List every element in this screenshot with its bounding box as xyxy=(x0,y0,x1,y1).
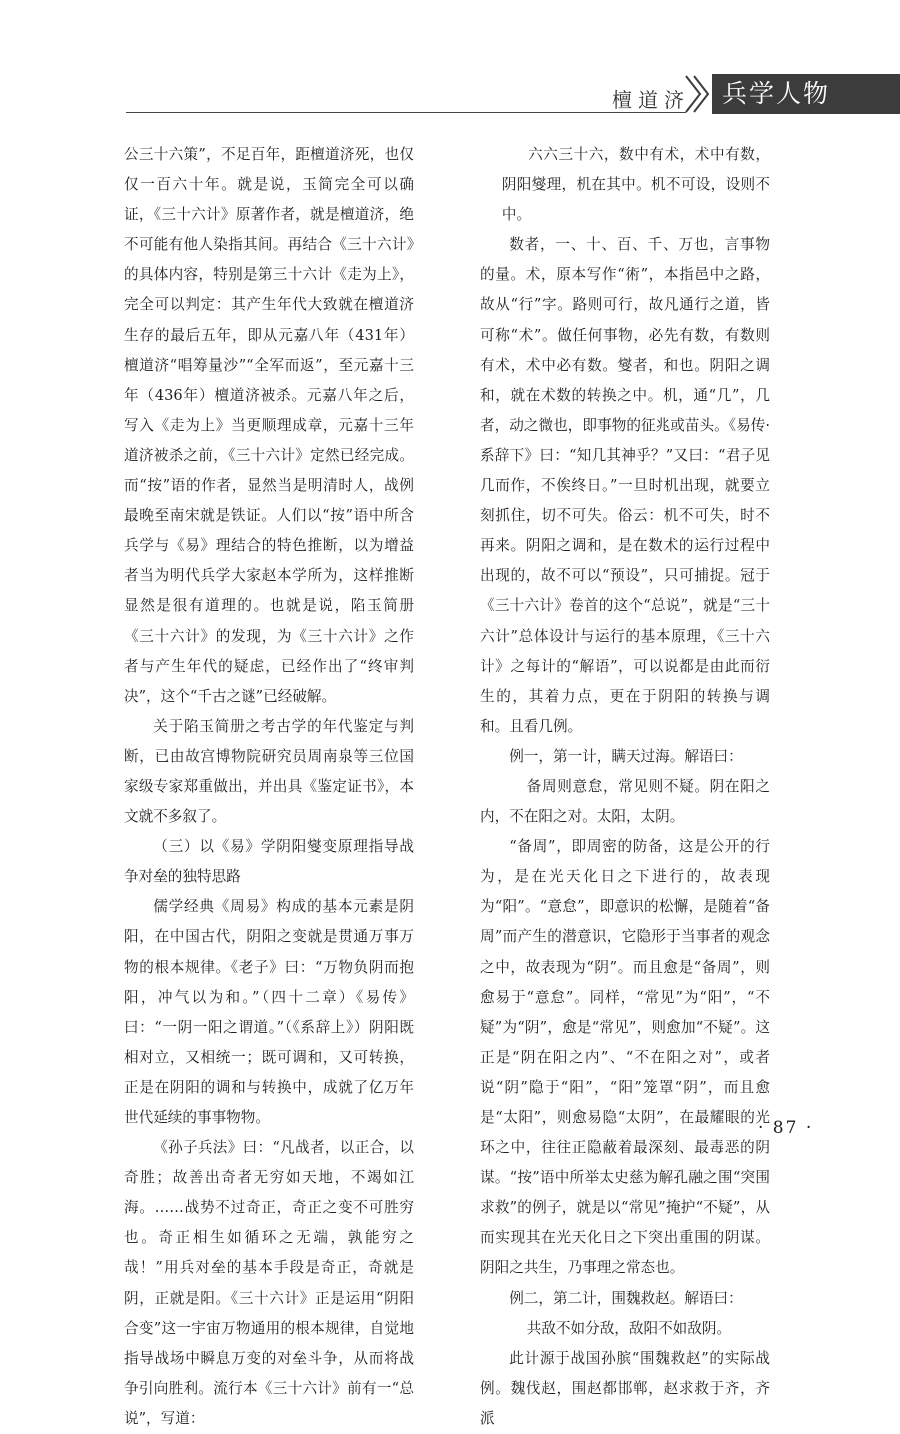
header-rule xyxy=(126,112,686,113)
header-section-title: 兵学人物 xyxy=(712,74,900,114)
block-quote: 备周则意怠，常见则不疑。阴在阳之内，不在阳之对。太阳，太阴。 xyxy=(480,777,770,826)
left-column xyxy=(124,140,414,1434)
paragraph: 此计源于战国孙膑“围魏救赵”的实际战例。魏伐赵，围赵都邯郸，赵求救于齐，齐派 xyxy=(480,1349,770,1427)
paragraph: 儒学经典《周易》构成的基本元素是阴阳，在中国古代，阴阳之变就是贯通万事万物的根本规律。《老子》曰：“万物负阴而抱阳，冲气以为和。”（四十二章）《易传》曰：“一阴一阳之谓道。”（《系辞上》）阴阳既相对立，又相统一；既可调和，又可转换，正是在阴阳的调和与转换中，成就了亿万年世代延续的事事物物。 xyxy=(124,898,414,1126)
page-number: · 87 · xyxy=(758,1118,814,1138)
paragraph: “备周”，即周密的防备，这是公开的行为，是在光天化日之下进行的，故表现为“阳”。“意怠”，即意识的松懈，是随着“备周”而产生的潜意识，它隐形于当事者的观念之中，故表现为“阴”。而且愈是“备周”，则愈易于“意怠”。同样，“常见”为“阳”，“不疑”为“阴”，愈是“常见”，则愈加“不疑”。这正是“阴在阳之内”、“不在阳之对”，或者说“阴”隐于“阳”，“阳”笼罩“阴”，而且愈是“太阳”，则愈易隐“太阴”，在最耀眼的光环之中，往往正隐蔽着最深刻、最毒恶的阴谋。“按”语中所举太史慈为解孔融之围“突围求救”的例子，就是以“常见”掩护“不疑”，从而实现其在光天化日之下突出重围的阴谋。阴阳之共生，乃事理之常态也。 xyxy=(480,838,770,1277)
paragraph: 关于陷玉简册之考古学的年代鉴定与判断，已由故宫博物院研究员周南泉等三位国家级专家郑重做出，并出具《鉴定证书》，本文就不多叙了。 xyxy=(124,717,414,826)
header-author: 檀道济 xyxy=(612,88,690,112)
running-header xyxy=(0,66,900,136)
right-column xyxy=(480,140,770,1434)
paragraph: 公三十六策”，不足百年，距檀道济死，也仅仅一百六十年。就是说，玉简完全可以确证，《三十六计》原著作者，就是檀道济，绝不可能有他人染指其间。再结合《三十六计》的具体内容，特别是第三十六计《走为上》，完全可以判定：其产生年代大致就在檀道济生存的最后五年，即从元嘉八年（431年）檀道济“唱筹量沙”“全军而返”，至元嘉十三年（436年）檀道济被杀。元嘉八年之后，写入《走为上》当更顺理成章，元嘉十三年道济被杀之前，《三十六计》定然已经完成。而“按”语的作者，显然当是明清时人，战例最晚至南宋就是铁证。人们以“按”语中所含兵学与《易》理结合的特色推断，以为增益者当为明代兵学大家赵本学所为，这样推断显然是很有道理的。也就是说，陷玉简册《三十六计》的发现，为《三十六计》之作者与产生年代的疑虑，已经作出了“终审判决”，这个“千古之谜”已经破解。 xyxy=(124,146,414,705)
chevron-right-icon xyxy=(682,72,712,116)
block-quote: 六六三十六，数中有术，术中有数，阴阳燮理，机在其中。机不可设，设则不中。 xyxy=(501,146,770,224)
paragraph: 数者，一、十、百、千、万也，言事物的量。术，原本写作“術”，本指邑中之路，故从“行”字。路则可行，故凡通行之道，皆可称“术”。做任何事物，必先有数，有数则有术，术中必有数。燮者，和也。阴阳之调和，就在术数的转换之中。机，通“几”，几者，动之微也，即事物的征兆或苗头。《易传·系辞下》曰：“知几其神乎？”又曰：“君子见几而作，不俟终日。”一旦时机出现，就要立刻抓住，切不可失。俗云：机不可失，时不再来。阴阳之调和，是在数术的运行过程中出现的，故不可以“预设”，只可捕捉。冠于《三十六计》卷首的这个“总说”，就是“三十六计”总体设计与运行的基本原理，《三十六计》之每计的“解语”，可以说都是由此而衍生的，其着力点，更在于阴阳的转换与调和。且看几例。 xyxy=(480,236,770,735)
example-heading: 例一，第一计，瞒天过海。解语曰： xyxy=(509,747,743,765)
subheading: （三）以《易》学阴阳燮变原理指导战争对垒的独特思路 xyxy=(124,838,414,886)
example-heading: 例二，第二计，围魏救赵。解语曰： xyxy=(509,1289,743,1307)
block-quote: 共敌不如分敌，敌阳不如敌阴。 xyxy=(526,1319,732,1337)
paragraph: 《孙子兵法》曰：“凡战者，以正合，以奇胜；故善出奇者无穷如天地，不竭如江海。……战势不过奇正，奇正之变不可胜穷也。奇正相生如循环之无端，孰能穷之哉！”用兵对垒的基本手段是奇正，奇就是阴，正就是阳。《三十六计》正是运用“阴阳合变”这一宇宙万物通用的根本规律，自觉地指导战场中瞬息万变的对垒斗争，从而将战争引向胜利。流行本《三十六计》前有一“总说”，写道： xyxy=(124,1139,414,1427)
